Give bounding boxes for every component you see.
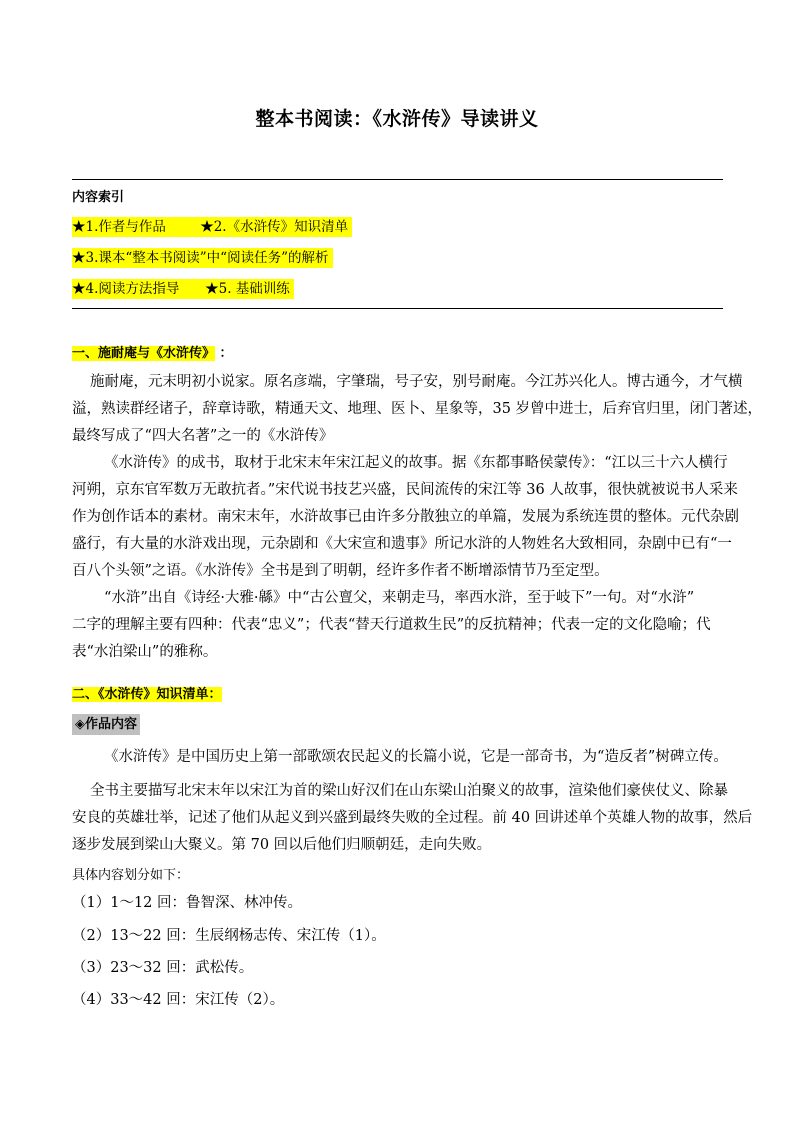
section1-heading-text: 一、施耐庵与《水浒传》 xyxy=(72,346,216,361)
body-line: 表“水泊梁山”的雅称。 xyxy=(72,644,218,660)
section2-heading xyxy=(72,685,222,705)
page-title: 整本书阅读：《水浒传》导读讲义 xyxy=(255,108,539,130)
section1-heading-colon: ： xyxy=(219,346,233,361)
body-line: 《水浒传》的成书，取材于北宋末年宋江起义的故事。据《东都事略侯蒙传》：“江以三十六人横行 xyxy=(104,455,728,471)
list-item: （1）1～12 回：鲁智深、林冲传。 xyxy=(72,895,303,911)
body-line: 安良的英雄壮举，记述了他们从起义到兴盛到最终失败的全过程。前 40 回讲述单个英雄人物的故事，然后 xyxy=(72,810,753,826)
body-line: “水浒”出自《诗经·大雅·緜》中“古公亶父，来朝走马，率西水浒，至于岐下”一句。对“水浒” xyxy=(104,590,695,606)
index-bottom-rule xyxy=(72,308,723,309)
body-line: 《水浒传》是中国历史上第一部歌颂农民起义的长篇小说，它是一部奇书，为“造反者”树碑立传。 xyxy=(104,749,728,765)
section2-para1 xyxy=(72,744,728,771)
works-content-tag: ◈作品内容 xyxy=(72,714,140,735)
index-row-1: ★1.作者与作品 ★2.《水浒传》知识清单 xyxy=(72,217,352,237)
section2-para2 xyxy=(72,778,753,859)
body-line: 全书主要描写北宋末年以宋江为首的梁山好汉们在山东梁山泊聚义的故事，渲染他们豪侠仗义、除暴 xyxy=(90,783,728,799)
body-line: 河朔，京东官军数万无敢抗者。”宋代说书技艺兴盛，民间流传的宋江等 36 人故事，很快就被说书人采来 xyxy=(72,482,738,498)
list-intro: 具体内容划分如下： xyxy=(72,868,190,883)
body-line: 逐步发展到梁山大聚义。第 70 回以后他们归顺朝廷，走向失败。 xyxy=(72,837,492,853)
section2-heading-text: 二、《水浒传》知识清单： xyxy=(72,687,222,702)
body-line: 溢，熟读群经诸子，辞章诗歌，精通天文、地理、医卜、星象等，35 岁曾中进士，后弃官归里，闭门著述， xyxy=(72,401,763,417)
list-item: （3）23～32 回：武松传。 xyxy=(72,960,254,976)
index-heading: 内容索引 xyxy=(72,190,125,205)
body-line: 作为创作话本的素材。南宋末年，水浒故事已由许多分散独立的单篇，发展为系统连贯的整体。元代杂剧 xyxy=(72,509,739,525)
body-line: 百八个头领”之语。《水浒传》全书是到了明朝，经许多作者不断增添情节乃至定型。 xyxy=(72,563,609,579)
body-line: 施耐庵，元末明初小说家。原名彦端，字肇瑞，号子安，别号耐庵。今江苏兴化人。博古通今，才气横 xyxy=(90,374,743,390)
list-item: （4）33～42 回：宋江传（2）。 xyxy=(72,992,285,1008)
body-line: 二字的理解主要有四种：代表“忠义”；代表“替天行道救生民”的反抗精神；代表一定的文化隐喻；代 xyxy=(72,617,711,633)
section1-heading xyxy=(72,344,233,364)
index-top-rule xyxy=(72,179,723,180)
body-line: 盛行，有大量的水浒戏出现，元杂剧和《大宋宣和遗事》所记水浒的人物姓名大致相同，杂剧中已有“一 xyxy=(72,536,732,552)
index-row-3: ★4.阅读方法指导 ★5. 基础训练 xyxy=(72,279,294,299)
body-line: 最终写成了“四大名著”之一的《水浒传》 xyxy=(72,428,334,444)
list-item: （2）13～22 回：生辰纲杨志传、宋江传（1）。 xyxy=(72,928,386,944)
section1-body xyxy=(72,369,763,666)
index-row-2: ★3.课本“整本书阅读”中“阅读任务”的解析 xyxy=(72,248,333,268)
